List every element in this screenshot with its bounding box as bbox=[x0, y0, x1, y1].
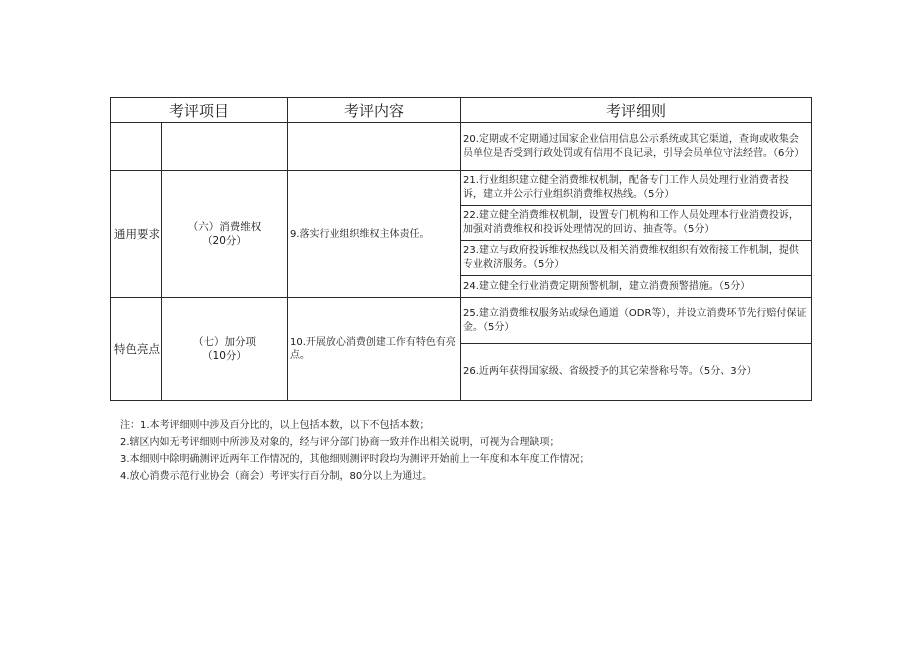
category-cell: 通用要求 bbox=[111, 171, 162, 298]
header-detail: 考评细则 bbox=[461, 98, 812, 123]
header-content: 考评内容 bbox=[288, 98, 461, 123]
category-cell-empty bbox=[111, 123, 162, 171]
table-row bbox=[111, 171, 812, 206]
detail-cell: 23.建立与政府投诉维权热线以及相关消费维权组织有效衔接工作机制，提供专业救济服务。（5分） bbox=[461, 241, 812, 276]
project-name: （六）消费维权 bbox=[187, 221, 262, 233]
table-row bbox=[111, 298, 812, 344]
note-line: 3.本细则中除明确测评近两年工作情况的，其他细则测评时段均为测评开始前上一年度和本年度工作情况； bbox=[120, 454, 590, 465]
project-cell bbox=[162, 171, 288, 298]
header-project: 考评项目 bbox=[111, 98, 288, 123]
project-score: （10分） bbox=[202, 350, 247, 362]
content-cell: 10.开展放心消费创建工作有特色有亮点。 bbox=[288, 298, 461, 401]
evaluation-table bbox=[110, 97, 812, 401]
detail-cell: 25.建立消费维权服务站或绿色通道（ODR等），并设立消费环节先行赔付保证金。（5分） bbox=[461, 298, 812, 344]
detail-cell: 20.定期或不定期通过国家企业信用信息公示系统或其它渠道，查询或收集会员单位是否受到行政处罚或有信用不良记录，引导会员单位守法经营。（6分） bbox=[461, 123, 812, 171]
notes-section bbox=[120, 417, 590, 485]
detail-cell: 26.近两年获得国家级、省级授予的其它荣誉称号等。（5分、3分） bbox=[461, 344, 812, 401]
detail-cell: 21.行业组织建立健全消费维权机制，配备专门工作人员处理行业消费者投诉，建立并公示行业组织消费维权热线。（5分） bbox=[461, 171, 812, 206]
project-score: （20分） bbox=[202, 235, 247, 247]
content-cell: 9.落实行业组织维权主体责任。 bbox=[288, 171, 461, 298]
category-cell: 特色亮点 bbox=[111, 298, 162, 401]
content-cell-empty bbox=[288, 123, 461, 171]
table-row bbox=[111, 123, 812, 171]
note-line: 注：1.本考评细则中涉及百分比的，以上包括本数，以下不包括本数； bbox=[120, 420, 430, 431]
detail-cell: 24.建立健全行业消费定期预警机制，建立消费预警措施。（5分） bbox=[461, 276, 812, 298]
project-cell-empty bbox=[162, 123, 288, 171]
table-header-row bbox=[111, 98, 812, 123]
detail-cell: 22.建立健全消费维权机制，设置专门机构和工作人员处理本行业消费投诉，加强对消费维权和投诉处理情况的回访、抽查等。（5分） bbox=[461, 206, 812, 241]
project-name: （七）加分项 bbox=[193, 336, 256, 348]
note-line: 4.放心消费示范行业协会（商会）考评实行百分制，80分以上为通过。 bbox=[120, 471, 433, 482]
project-cell bbox=[162, 298, 288, 401]
note-line: 2.辖区内如无考评细则中所涉及对象的，经与评分部门协商一致并作出相关说明，可视为合理缺项； bbox=[120, 437, 560, 448]
